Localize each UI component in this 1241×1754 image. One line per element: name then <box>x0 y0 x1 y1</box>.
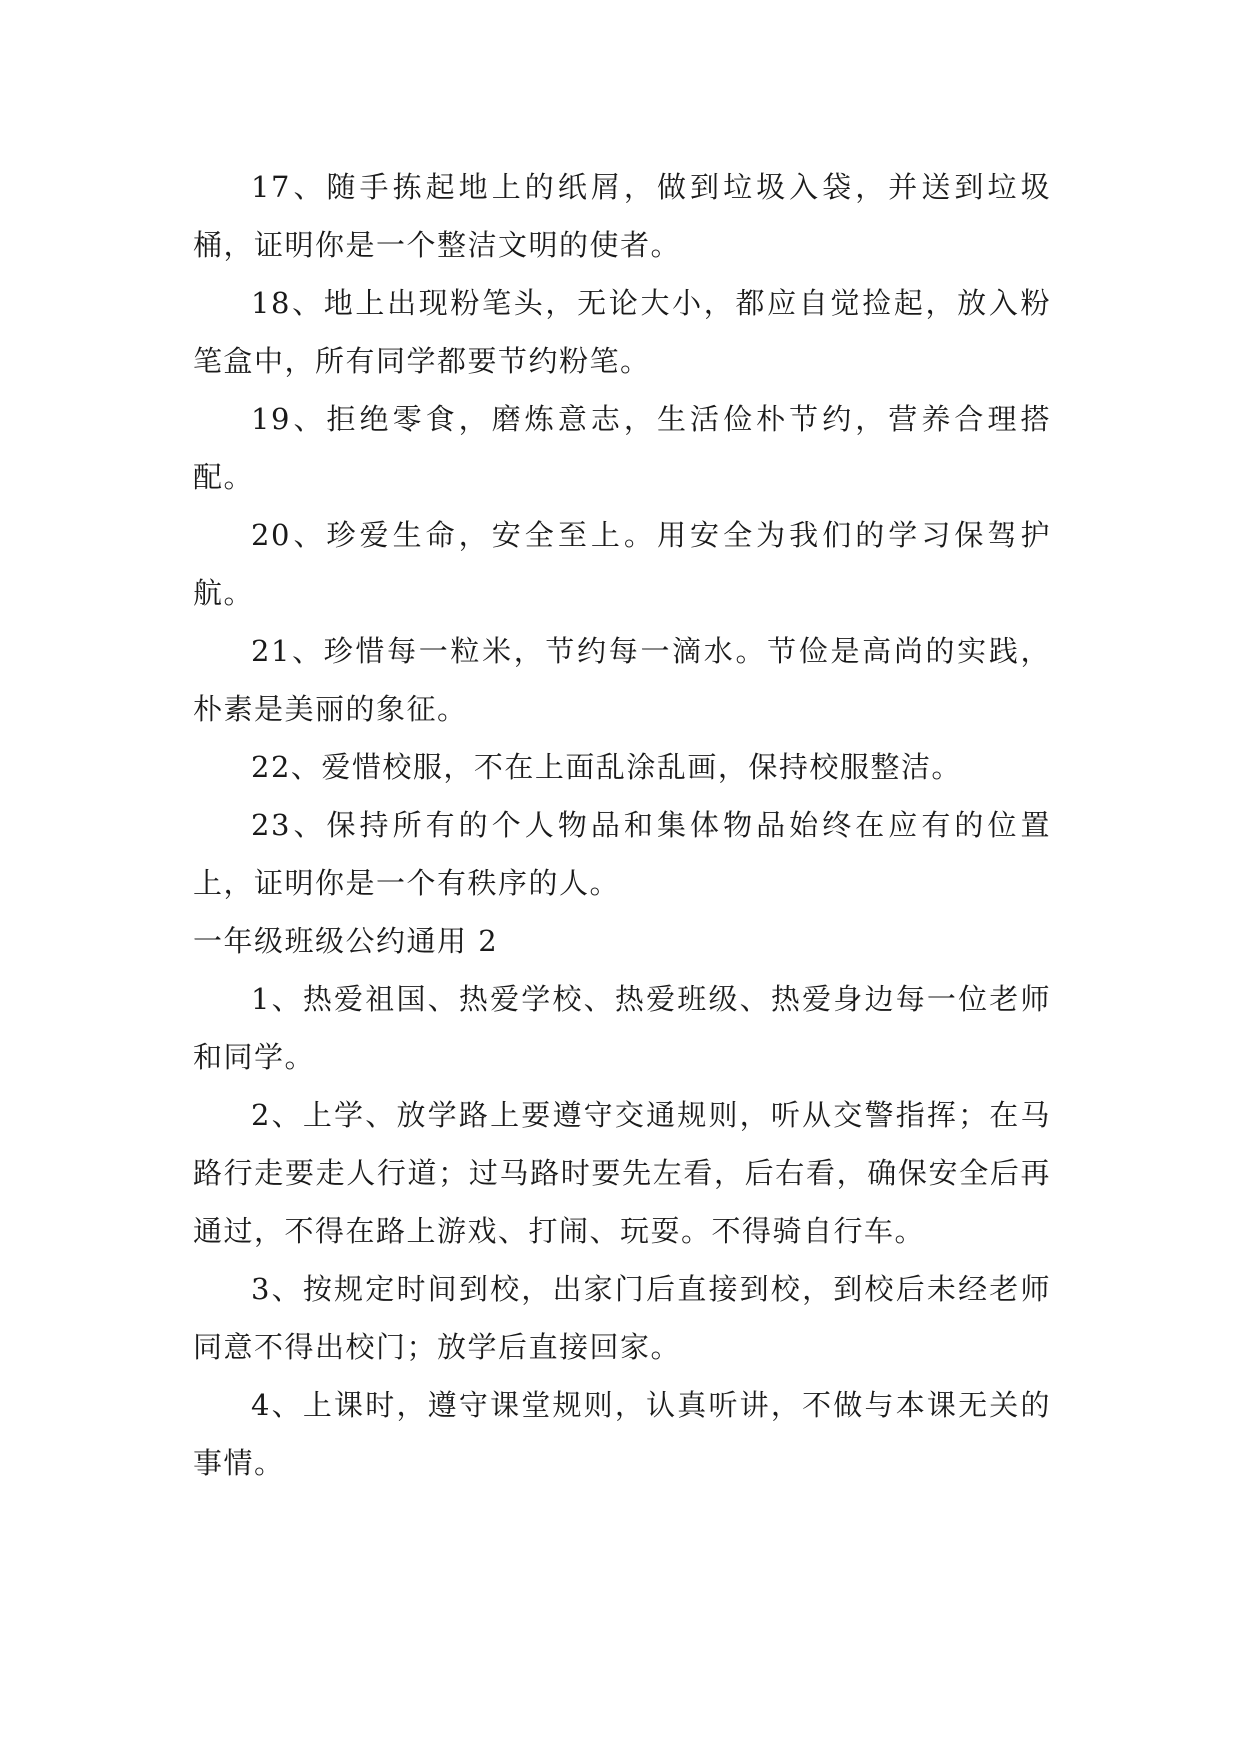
document-body <box>193 158 1051 1492</box>
paragraph-rule-18: 18、地上出现粉笔头，无论大小，都应自觉捡起，放入粉笔盒中，所有同学都要节约粉笔。 <box>193 286 1051 378</box>
paragraph-rule-3: 3、按规定时间到校，出家门后直接到校，到校后未经老师同意不得出校门；放学后直接回家。 <box>193 1272 1051 1364</box>
paragraph-rule-4: 4、上课时，遵守课堂规则，认真听讲，不做与本课无关的事情。 <box>193 1388 1051 1480</box>
paragraph-rule-1: 1、热爱祖国、热爱学校、热爱班级、热爱身边每一位老师和同学。 <box>193 982 1051 1074</box>
paragraph-rule-17: 17、随手拣起地上的纸屑，做到垃圾入袋，并送到垃圾桶，证明你是一个整洁文明的使者。 <box>193 170 1051 262</box>
paragraph-rule-22: 22、爱惜校服，不在上面乱涂乱画，保持校服整洁。 <box>251 750 962 784</box>
paragraph-rule-21: 21、珍惜每一粒米，节约每一滴水。节俭是高尚的实践，朴素是美丽的象征。 <box>193 634 1051 726</box>
paragraph-rule-23: 23、保持所有的个人物品和集体物品始终在应有的位置上，证明你是一个有秩序的人。 <box>193 808 1051 900</box>
paragraph-rule-20: 20、珍爱生命，安全至上。用安全为我们的学习保驾护航。 <box>193 518 1051 610</box>
paragraph-rule-2: 2、上学、放学路上要遵守交通规则，听从交警指挥；在马路行走要走人行道；过马路时要先左看，后右看，确保安全后再通过，不得在路上游戏、打闹、玩耍。不得骑自行车。 <box>193 1098 1051 1248</box>
section-heading: 一年级班级公约通用 2 <box>193 924 499 958</box>
paragraph-rule-19: 19、拒绝零食，磨炼意志，生活俭朴节约，营养合理搭配。 <box>193 402 1051 494</box>
